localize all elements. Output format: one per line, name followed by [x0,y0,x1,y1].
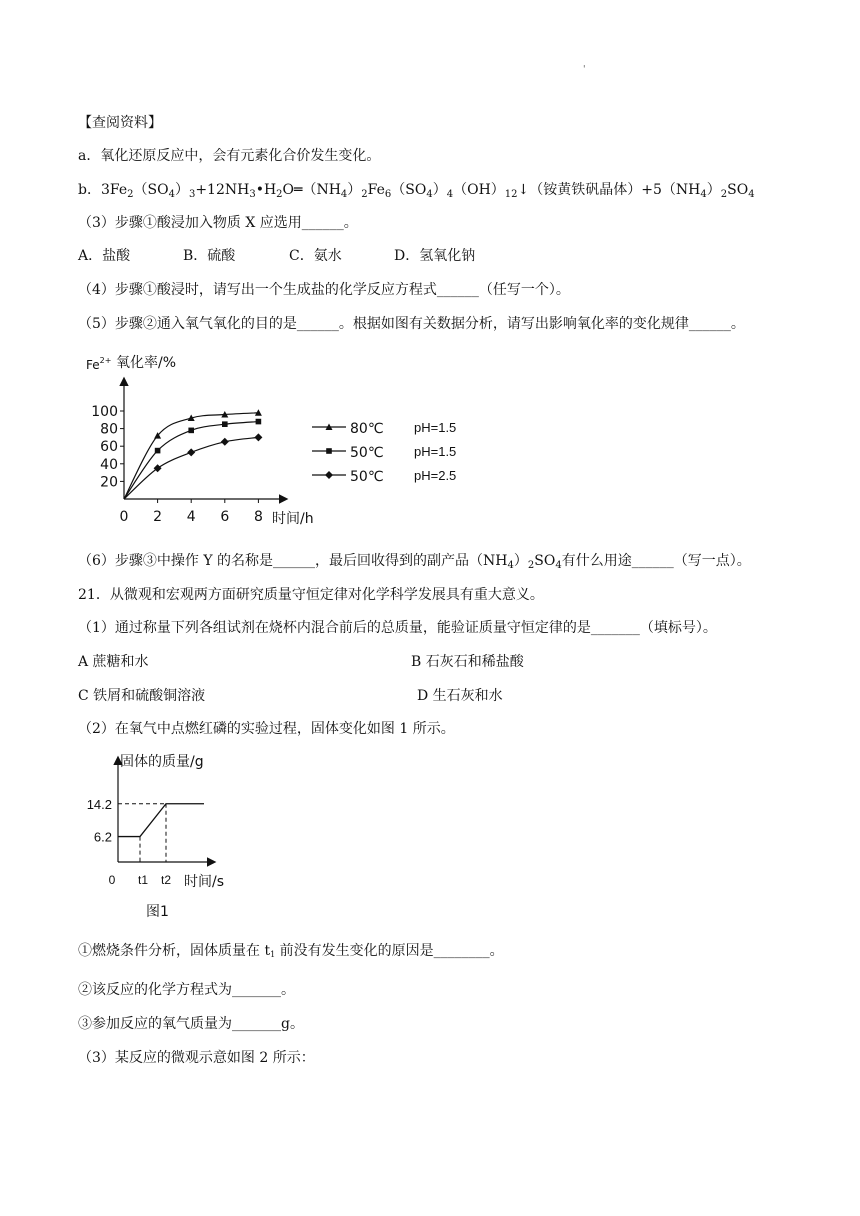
chart1-x-tick-label: 0 [119,509,129,525]
chart2-y-tick-label: 6.2 [93,829,112,845]
question-5: （5）步骤②通入氧气氧化的目的是______。根据如图有关数据分析，请写出影响氧化率的变化规律______。 [78,316,745,332]
q3-option-d: D．氢氧化钠 [394,248,476,264]
chart2-y-tick-label: 14.2 [86,796,112,812]
sub-question-3: ③参加反应的氧气质量为_______g。 [78,1016,304,1032]
chart1-y-tick-label: 40 [100,456,118,473]
chart1-y-tick-label: 80 [100,421,118,438]
reference-b: b．$3Fe_2(SO_4)_3+12NH_3•H_2O═(NH_4)_2Fe_6(SO_4)_4(OH)_{12}↓$（铵黄铁矾晶体）$+5(NH_4)_2SO_4$ [78,182,755,200]
chart2-caption: 图1 [146,904,169,920]
question-6: （6）步骤③中操作 Y 的名称是______，最后回收得到的副产品$(NH_4)_2SO_4$有什么用途______（写一点）。 [78,553,751,571]
q3-option-c: C．氨水 [289,248,342,264]
chart1-y-tick-label: 20 [100,474,118,491]
solid-mass-chart [80,748,260,926]
chart1-legend-label: 50℃ [350,469,384,485]
q3-option-b: B．硫酸 [183,248,236,264]
q21-option-a: A 蔗糖和水 [78,654,149,670]
chart1-legend-label: 50℃ [350,445,384,461]
chart2-x-tick-label: t1 [137,873,149,887]
chart2-xlabel: 时间/s [184,874,225,890]
chart1-x-tick-label: 2 [153,509,163,525]
chart1-legend-condition: pH=2.5 [414,468,457,483]
page-mark: ' [583,65,586,75]
chart2-x-tick-label: 0 [108,873,116,887]
chart1-series-3-point [254,433,262,441]
chart1-series-2-point [188,428,194,434]
chart1-x-tick-label: 8 [253,509,263,525]
q21-option-b: B 石灰石和稀盐酸 [411,654,524,670]
chart1-x-tick-label: 6 [220,509,230,525]
question-21: 21．从微观和宏观两方面研究质量守恒定律对化学科学发展具有重大意义。 [78,587,544,603]
question-21-1: （1）通过称量下列各组试剂在烧杯内混合前后的总质量，能验证质量守恒定律的是_______（填标号）。 [78,620,717,636]
sub-question-1: ①燃烧条件分析，固体质量在 t1 前没有发生变化的原因是________。 [78,943,504,959]
q21-option-c: C 铁屑和硫酸铜溶液 [78,688,206,704]
question-4: （4）步骤①酸浸时，请写出一个生成盐的化学反应方程式______（任写一个）。 [78,282,570,298]
chart1-y-tick-label: 60 [100,439,118,456]
chart2-x-tick-label: t2 [160,873,172,887]
chart2-ylabel: 固体的质量/g [120,754,204,770]
chart1-series-3-point [221,438,229,446]
sub-question-2: ②该反应的化学方程式为_______。 [78,982,295,998]
chart1-legend-condition: pH=1.5 [414,444,457,459]
chart2-series-line [118,804,204,837]
question-3: （3）步骤①酸浸加入物质 X 应选用______。 [78,215,358,231]
chart1-series-line-2 [124,422,258,499]
chart1-legend-label: 80℃ [350,421,384,437]
chart1-x-tick-label: 4 [186,509,196,525]
chart1-xlabel: 时间/h [272,511,314,527]
q3-option-a: A．盐酸 [78,248,131,264]
oxidation-rate-chart [80,345,480,535]
chart1-ylabel: 氧化率/% [116,355,177,371]
chart1-legend-marker [326,448,332,454]
reference-a: a．氧化还原反应中，会有元素化合价发生变化。 [78,148,381,164]
section-title: 【查阅资料】 [78,115,162,131]
chart1-y-tick-label: 100 [91,404,118,420]
chart1-ylabel-prefix: $Fe^{2+}$ [86,356,112,372]
chart1-legend-marker [325,471,333,479]
chart1-series-2-point [155,448,161,454]
chart1-series-2-point [222,421,228,427]
question-21-2: （2）在氧气中点燃红磷的实验过程，固体变化如图 1 所示。 [78,721,455,737]
q21-option-d: D 生石灰和水 [417,688,503,704]
chart1-legend-condition: pH=1.5 [414,420,457,435]
question-21-3: （3）某反应的微观示意如图 2 所示： [78,1050,315,1066]
chart1-series-3-point [187,448,195,456]
chart1-series-2-point [256,419,262,425]
